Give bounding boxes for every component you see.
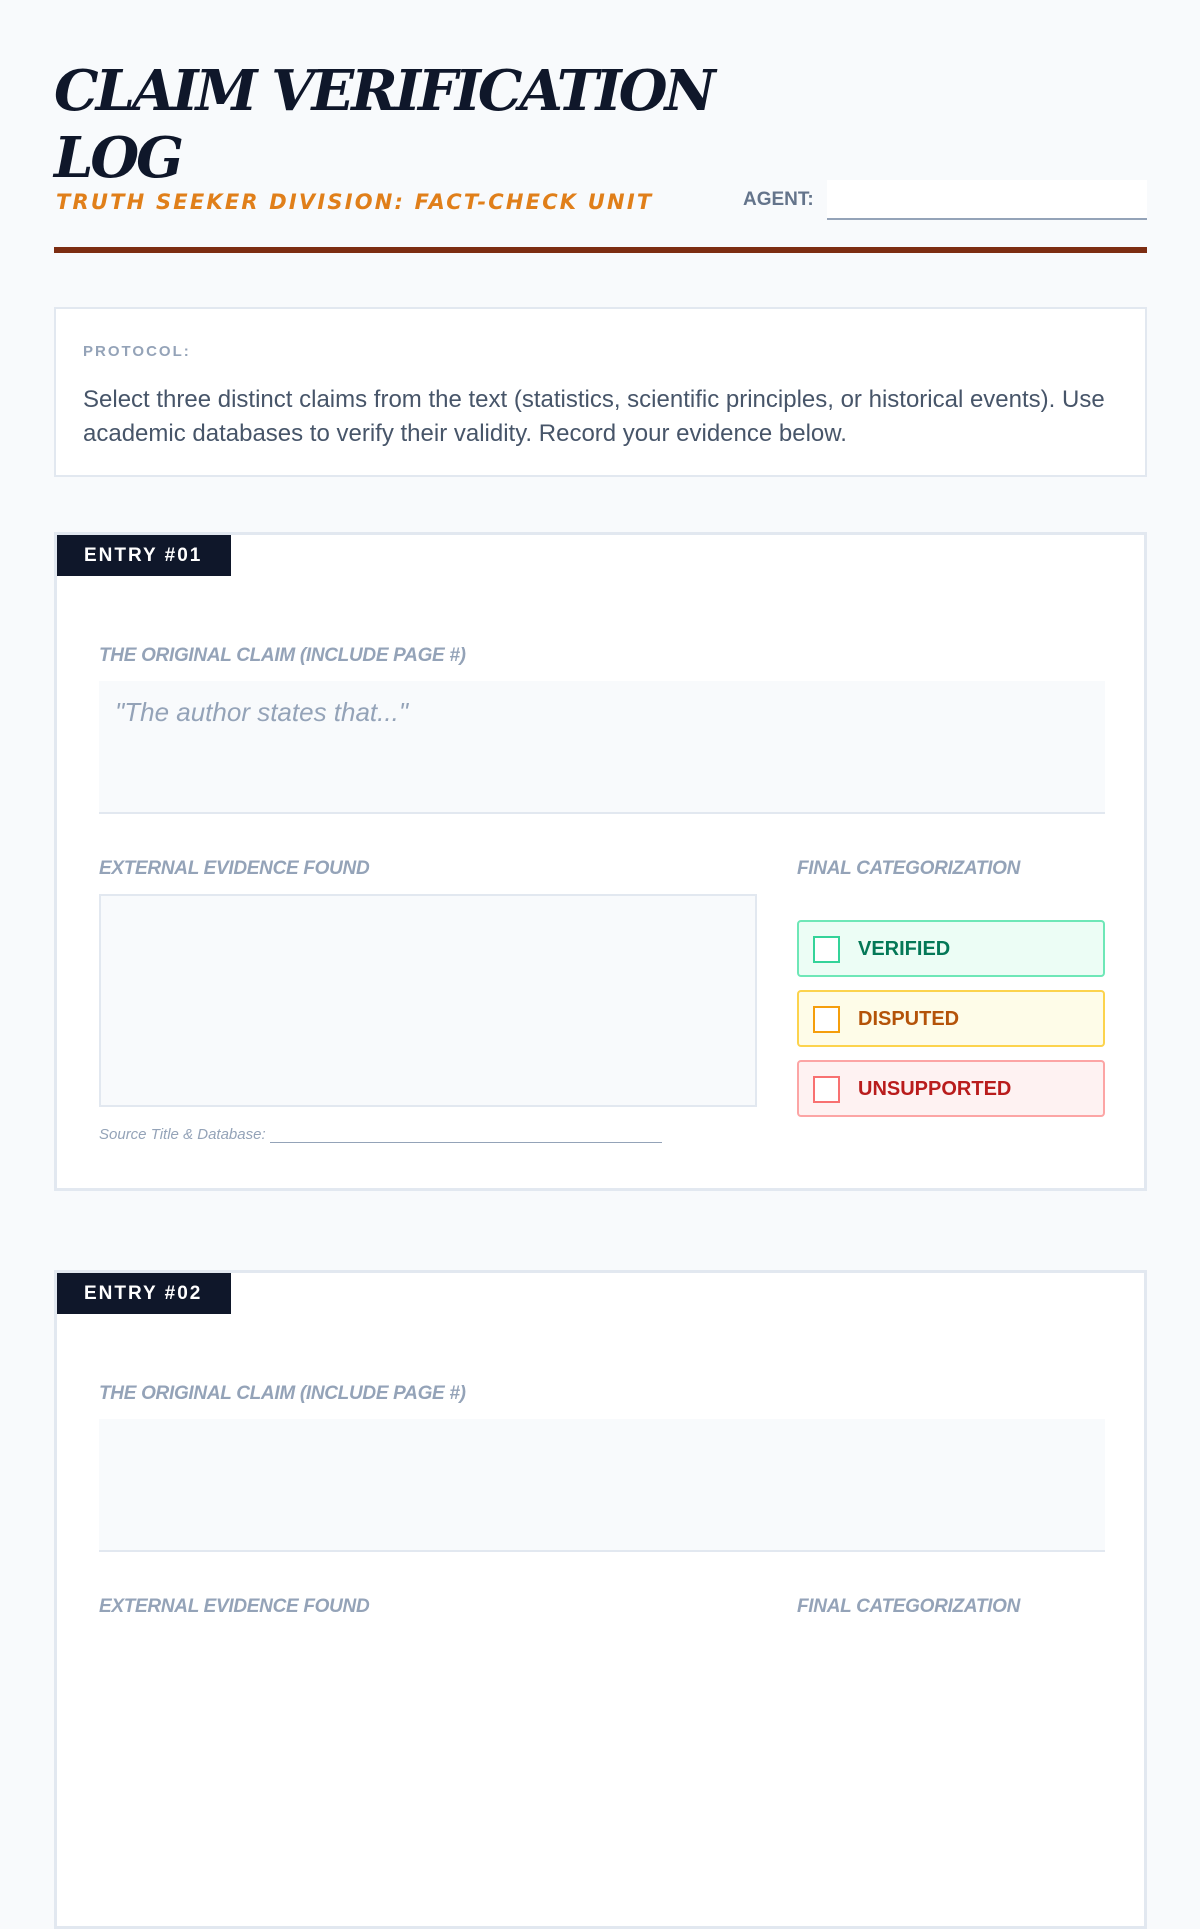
option-unsupported[interactable] (797, 1060, 1105, 1117)
categorization-label: FINAL CATEGORIZATION (797, 858, 1021, 879)
claim-label: THE ORIGINAL CLAIM (INCLUDE PAGE #) (99, 645, 466, 666)
claim-input[interactable] (99, 681, 1105, 814)
option-label: DISPUTED (858, 1008, 960, 1030)
page-header (54, 0, 1147, 255)
page-subtitle: TRUTH SEEKER DIVISION: FACT-CHECK UNIT (56, 190, 654, 214)
checkbox[interactable] (813, 1076, 840, 1103)
entry-tag: ENTRY #02 (57, 1273, 231, 1314)
checkbox[interactable] (813, 936, 840, 963)
agent-label: AGENT: (743, 189, 814, 210)
worksheet-page (54, 0, 1147, 1617)
entry-card-1 (54, 532, 1147, 1191)
header-divider (54, 247, 1147, 253)
agent-name-field[interactable] (827, 180, 1147, 220)
evidence-label: EXTERNAL EVIDENCE FOUND (99, 858, 370, 879)
protocol-text: Select three distinct claims from the text (statistics, scientific principles, or historical events). Use academic databases to verify their validity. Record your evidence below. (83, 386, 1105, 447)
claim-input[interactable] (99, 1419, 1105, 1552)
protocol-label: PROTOCOL: (83, 343, 191, 360)
categorization-label: FINAL CATEGORIZATION (797, 1596, 1021, 1617)
option-disputed[interactable] (797, 990, 1105, 1047)
option-label: VERIFIED (858, 938, 951, 960)
evidence-input[interactable] (99, 894, 757, 1107)
source-label: Source Title & Database: (99, 1126, 266, 1143)
protocol-box (54, 307, 1147, 477)
source-blank[interactable] (270, 1128, 662, 1143)
claim-label: THE ORIGINAL CLAIM (INCLUDE PAGE #) (99, 1383, 466, 1404)
page-title: CLAIM VERIFICATION LOG (54, 58, 713, 191)
entry-card-2 (54, 1270, 1147, 1929)
evidence-label: EXTERNAL EVIDENCE FOUND (99, 1596, 370, 1617)
option-verified[interactable] (797, 920, 1105, 977)
source-line (99, 1126, 662, 1143)
option-label: UNSUPPORTED (858, 1078, 1012, 1100)
entry-tag: ENTRY #01 (57, 535, 231, 576)
checkbox[interactable] (813, 1006, 840, 1033)
